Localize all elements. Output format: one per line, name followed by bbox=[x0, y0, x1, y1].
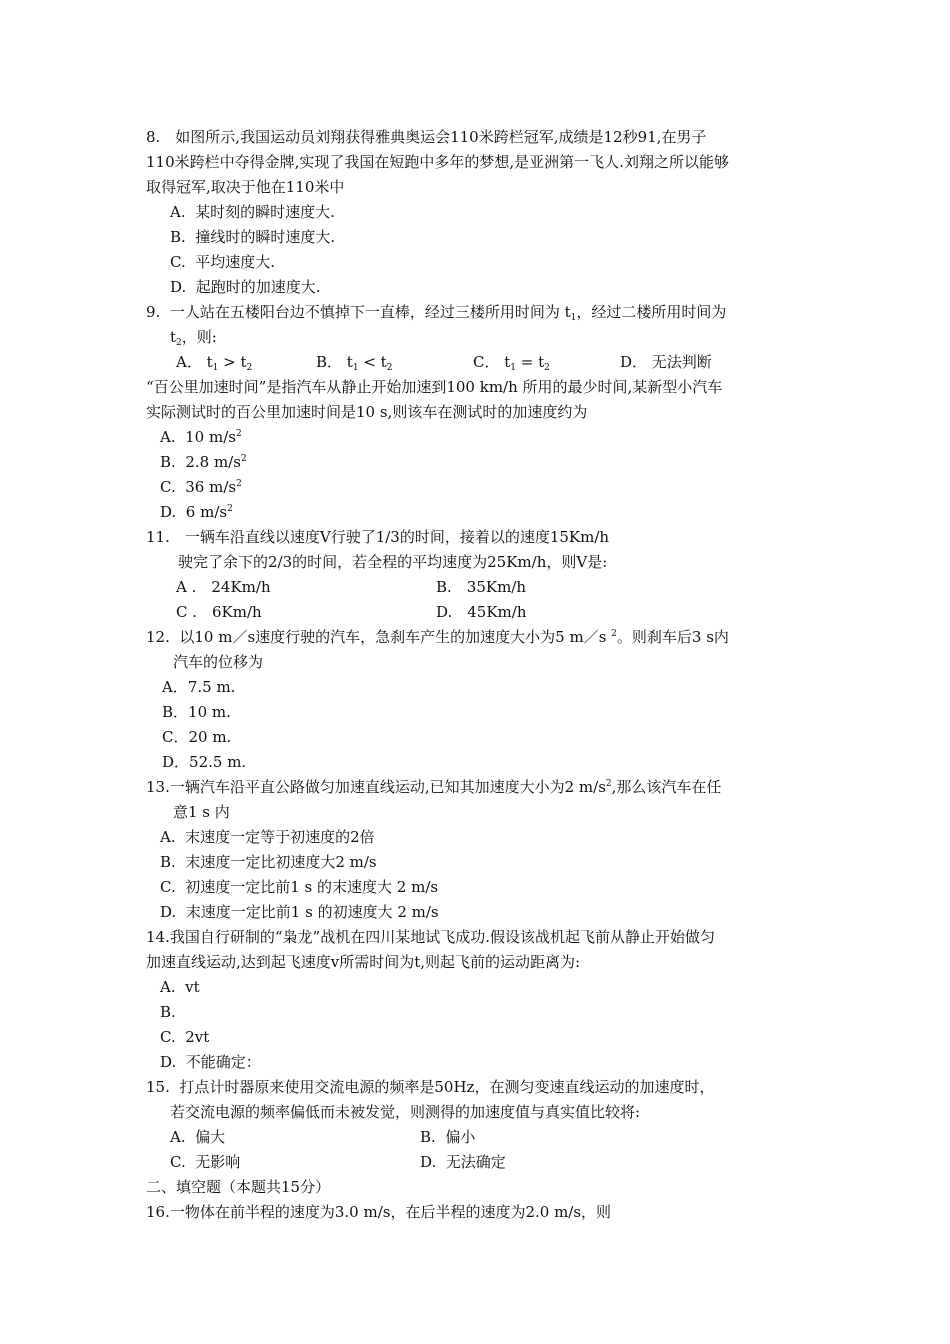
q10-option-b: B. 2.8 $m/s^2$ bbox=[160, 453, 247, 471]
q10-option-a: A. 10 $m/s^2$ bbox=[160, 428, 242, 446]
q11-option-c: C . 6Km/h bbox=[176, 603, 262, 621]
section-heading-fill-in: 二、填空题（本题共15分） bbox=[146, 1178, 331, 1196]
q11-option-a: A . 24Km/h bbox=[176, 578, 271, 596]
q8-stem-line-3: 取得冠军,取决于他在110米中 bbox=[146, 178, 345, 196]
q11-option-d: D. 45Km/h bbox=[436, 603, 527, 621]
q13-option-c: C. 初速度一定比前1 s 的末速度大 2 m/s bbox=[160, 878, 439, 896]
q10-stem-line-2: 实际测试时的百公里加速时间是10 s,则该车在测试时的加速度约为 bbox=[146, 403, 588, 421]
q15-option-d: D. 无法确定 bbox=[420, 1153, 506, 1171]
q13-option-a: A. 末速度一定等于初速度的2倍 bbox=[160, 828, 375, 846]
q12-option-a: A．7.5 m. bbox=[162, 678, 236, 696]
q9-stem-line-1: 9. 一人站在五楼阳台边不慎掉下一直棒，经过三楼所用时间为 $t_1$，经过二楼所用时间为 bbox=[146, 303, 727, 323]
q11-stem-line-2: 驶完了余下的2/3的时间，若全程的平均速度为25Km/h，则V是: bbox=[178, 553, 608, 571]
q8-option-b: B. 撞线时的瞬时速度大. bbox=[170, 228, 336, 246]
q8-stem-line-2: 110米跨栏中夺得金牌,实现了我国在短跑中多年的梦想,是亚洲第一飞人.刘翔之所以能够 bbox=[146, 153, 729, 171]
q13-stem-line-2: 意1 s 内 bbox=[173, 803, 230, 821]
q14-option-b: B. bbox=[160, 1003, 176, 1021]
q9-option-a: A． $t_1 > t_2$ bbox=[176, 353, 253, 373]
q16-stem-line-1: 16.一物体在前半程的速度为3.0 m/s，在后半程的速度为2.0 m/s，则 bbox=[146, 1203, 612, 1221]
q10-stem-line-1: “百公里加速时间”是指汽车从静止开始加速到100 km/h 所用的最少时间,某新型小汽车 bbox=[146, 378, 723, 396]
q13-option-b: B. 末速度一定比初速度大2 m/s bbox=[160, 853, 377, 871]
q8-stem-line-1: 8. 如图所示,我国运动员刘翔获得雅典奥运会110米跨栏冠军,成绩是12秒91,在男子 bbox=[146, 128, 707, 146]
q9-option-c: C． $t_1 = t_2$ bbox=[473, 353, 550, 373]
q15-stem-line-2: 若交流电源的频率偏低而未被发觉，则测得的加速度值与真实值比较将: bbox=[170, 1103, 641, 1121]
q12-stem-line-2: 汽车的位移为 bbox=[173, 653, 264, 671]
q8-option-c: C. 平均速度大. bbox=[170, 253, 276, 271]
q11-stem-line-1: 11. 一辆车沿直线以速度V行驶了1/3的时间，接着以的速度15Km/h bbox=[146, 528, 610, 546]
q12-option-c: C．20 m. bbox=[162, 728, 232, 746]
q9-option-b: B． $t_1 < t_2$ bbox=[316, 353, 393, 373]
q8-option-d: D. 起跑时的加速度大. bbox=[170, 278, 321, 296]
q13-option-d: D. 末速度一定比前1 s 的初速度大 2 m/s bbox=[160, 903, 439, 921]
q11-option-b: B. 35Km/h bbox=[436, 578, 527, 596]
q15-stem-line-1: 15. 打点计时器原来使用交流电源的频率是50Hz，在测匀变速直线运动的加速度时， bbox=[146, 1078, 715, 1096]
q14-option-a: A. vt bbox=[160, 978, 200, 996]
q14-option-d: D. 不能确定： bbox=[160, 1053, 261, 1071]
q14-stem-line-2: 加速直线运动,达到起飞速度v所需时间为t,则起飞前的运动距离为: bbox=[146, 953, 581, 971]
q10-option-c: C. 36 $m/s^2$ bbox=[160, 478, 242, 496]
q15-option-b: B. 偏小 bbox=[420, 1128, 476, 1146]
q12-option-d: D．52.5 m. bbox=[162, 753, 247, 771]
q15-option-a: A. 偏大 bbox=[170, 1128, 226, 1146]
q9-stem-line-2: $t_2$，则: bbox=[170, 328, 217, 348]
q14-option-c: C. 2vt bbox=[160, 1028, 210, 1046]
q12-stem-line-1: 12. 以10 m／s速度行驶的汽车，急刹车产生的加速度大小为5 m／s $^2$。则刹车后3 s内 bbox=[146, 628, 729, 646]
q15-option-c: C. 无影响 bbox=[170, 1153, 241, 1171]
q10-option-d: D. 6 $m/s^2$ bbox=[160, 503, 233, 521]
q8-option-a: A. 某时刻的瞬时速度大. bbox=[170, 203, 335, 221]
q14-stem-line-1: 14.我国自行研制的“枭龙”战机在四川某地试飞成功.假设该战机起飞前从静止开始做匀 bbox=[146, 928, 715, 946]
q9-option-d: D． 无法判断 bbox=[620, 353, 712, 371]
q13-stem-line-1: 13.一辆汽车沿平直公路做匀加速直线运动,已知其加速度大小为2 $m/s^2$,那么该汽车在任 bbox=[146, 778, 722, 796]
q12-option-b: B．10 m. bbox=[162, 703, 231, 721]
